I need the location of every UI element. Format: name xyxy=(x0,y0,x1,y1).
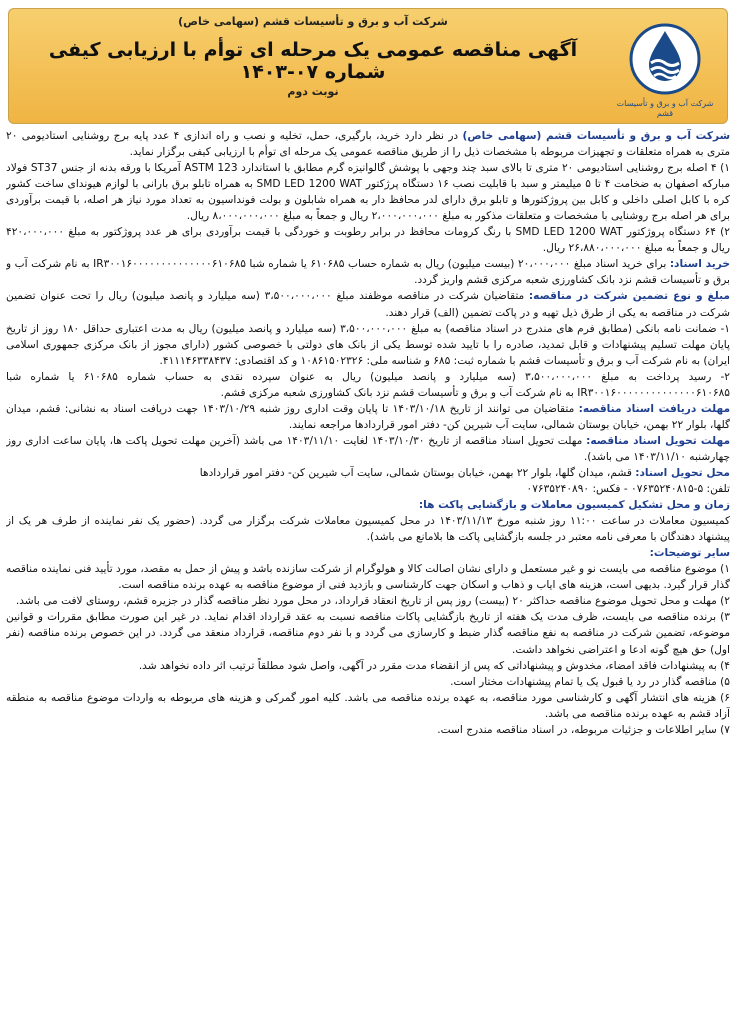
guarantee-label: مبلغ و نوع تضمین شرکت در مناقصه: xyxy=(528,290,730,303)
receive-section xyxy=(6,401,730,433)
note-5: ۵) مناقصه گذار در رد یا قبول یک یا تمام پیشنهادات مختار است. xyxy=(450,675,730,688)
note-4: ۴) به پیشنهادات فاقد امضاء، مخدوش و پیشنهاداتی که پس از انقضاء مدت مقرر در آگهی، واصل شود مطلقاً ترتیب اثر داده نخواهد شد. xyxy=(138,659,730,672)
deliver-text: مهلت تحویل اسناد مناقصه از تاریخ ۱۴۰۳/۱۰/۳۰ لغایت ۱۴۰۳/۱۱/۱۰ می باشد (آخرین مهلت تحویل پاکت ها، پایان ساعت اداری روز چهارشنبه ۱۴۰۳/۱۱/۱۰ می باشد). xyxy=(6,434,730,463)
purchase-text: برای خرید اسناد مبلغ ۲۰،۰۰۰،۰۰۰ (بیست میلیون) ریال به شماره حساب ۶۱۰۶۸۵ یا شماره شبا IR۳۰۰۱۶۰۰۰۰۰۰۰۰۰۰۰۰۰۰۶۱۰۶۸۵ به نام شرکت آب و برق و تأسیسات قشم نزد بانک کشاورزی شعبه مرکزی قشم واریز گردد. xyxy=(6,258,730,287)
guarantee-text: متقاضیان شرکت در مناقصه موظفند مبلغ ۳،۵۰۰،۰۰۰،۰۰۰ (سه میلیارد و پانصد میلیون) ریال را تحت عنوان تضمین شرکت در مناقصه به یکی از طرق ذیل تهیه و در پاکت تضمین (الف) قرار دهند. xyxy=(6,290,730,319)
guarantee-option-1: ۱- ضمانت نامه بانکی (مطابق فرم های مندرج در اسناد مناقصه) به مبلغ ۳،۵۰۰،۰۰۰،۰۰۰ (سه میلیارد و پانصد میلیون) ریال به مدت اعتباری حداقل ۱۸۰ روز از تاریخ پایان مهلت تسلیم پیشنهادات و قابل تمدید، صادره را با تایید شده توسط یکی از بانک های دولتی با خصوصی کشور (دارای مجوز از بانک مرکزی جمهوری اسلامی ایران) به نام شرکت آب و برق و تأسیسات قشم با شماره ثبت: ۶۸۵ و شناسه ملی: ۱۰۸۶۱۵۰۲۳۲۶ و کد اقتصادی: ۴۱۱۱۴۶۳۳۸۴۳۷. xyxy=(6,322,730,367)
place-text: قشم، میدان گلها، بلوار ۲۲ بهمن، خیابان بوستان شمالی، سایت آب شیرین کن- دفتر امور قراردادها xyxy=(199,466,636,479)
intro-text: در نظر دارد خرید، بارگیری، حمل، تخلیه و نصب و راه اندازی ۴ عدد پایه برج روشنایی استادیومی ۲۰ متری به همراه متعلقات و تجهیزات مربوطه با مشخصات ذیل را از طریق مناقصه عمومی یک مرحله ای توأم با ارزیابی کیفی برگزار نماید. xyxy=(6,130,730,159)
item-2: ۲) ۶۴ دستگاه پروژکتور SMD LED 1200 WAT با رنگ کرومات محافظ در برابر رطوبت و خوردگی با قیمت برآوردی برای هر عدد پروژکتور به مبلغ ۴۲۰،۰۰۰،۰۰۰ ریال و جمعاً به مبلغ ۲۶،۸۸۰،۰۰۰،۰۰۰ ریال. xyxy=(6,226,730,255)
intro-company: شرکت آب و برق و تأسیسات قشم (سهامی خاص) xyxy=(462,130,730,142)
guarantee-option-2: ۲- رسید پرداخت به مبلغ ۳،۵۰۰،۰۰۰،۰۰۰ (سه میلیارد و پانصد میلیون) ریال به عنوان سپرده نقدی به حساب شماره ۶۱۰۶۸۵ یا شماره شبا IR۳۰۰۱۶۰۰۰۰۰۰۰۰۰۰۰۰۰۰۶۱۰۶۸۵ به نام شرکت آب و برق و تأسیسات قشم نزد بانک کشاورزی شعبه مرکزی قشم. xyxy=(6,370,730,399)
purchase-section xyxy=(6,256,730,288)
deliver-label: مهلت تحویل اسناد مناقصه: xyxy=(586,434,730,447)
water-drop-logo-icon xyxy=(613,17,717,99)
deliver-section xyxy=(6,433,730,465)
meeting-label: زمان و محل تشکیل کمیسیون معاملات و بازگشایی پاکت ها: xyxy=(418,499,730,512)
note-6: ۶) هزینه های انتشار آگهی و کارشناسی مورد مناقصه، به عهده برنده مناقصه می باشد. کلیه امور گمرکی و هزینه های مربوطه به واردات موضوع مناقصه به منطقه آزاد قشم به عهده برنده مناقصه می باشد. xyxy=(6,691,730,720)
purchase-label: خرید اسناد: xyxy=(669,258,730,271)
page-title: آگهی مناقصه عمومی یک مرحله ای توأم با ارزیابی کیفی شماره ۰۷-۱۴۰۳ xyxy=(48,39,578,83)
place-section xyxy=(6,465,730,481)
note-2: ۲) مهلت و محل تحویل موضوع مناقصه حداکثر ۲۰ (بیست) روز پس از تاریخ انعقاد قرارداد، در محل مورد نظر مناقصه گذار در جزیره قشم، روستای لافت می باشد. xyxy=(15,595,730,608)
notice-body xyxy=(6,128,730,1010)
item-1: ۱) ۴ اصله برج روشنایی استادیومی ۲۰ متری تا بالای سبد چند وجهی با پوشش گالوانیزه گرم مطابق با استاندارد ASTM 123 آمریکا با ورقه بدنه از جنس ST37 فولاد مبارکه اصفهان به ضخامت ۴ تا ۵ میلیمتر و سبد با قابلیت نصب ۱۶ دستگاه پرژکتور SMD LED 1200 WAT به همراه تابلو برق بارانی با لوازم هیوندای ساخت کشور کره با کابل اصلی داخلی و کابل بین پروژکتورها و تابلو برق دارای لدر محافظ دار به همراه شابلون و بولت فونداسیون به تعداد مورد نیاز هر اصله، با قیمت برآوردی برای هر اصله برج روشنایی با مشخصات و متعلقات مذکور به مبلغ ۲،۰۰۰،۰۰۰،۰۰۰ ریال و جمعاً به مبلغ ۸،۰۰۰،۰۰۰،۰۰۰ ریال. xyxy=(6,162,730,223)
header-company-name: شرکت آب و برق و تأسیسات قشم (سهامی خاص) xyxy=(178,15,448,28)
contact-phone: تلفن: ۵-۰۷۶۳۵۲۴۰۸۱۵ - فکس: ۰۷۶۳۵۲۴۰۸۹۰ xyxy=(526,483,730,496)
receive-text: متقاضیان می توانند از تاریخ ۱۴۰۳/۱۰/۱۸ تا پایان وقت اداری روز شنبه ۱۴۰۳/۱۰/۲۹ جهت دریافت اسناد به نشانی: قشم، میدان گلها، بلوار ۲۲ بهمن، خیابان بوستان شمالی، سایت آب شیرین کن- دفتر امور قراردادها مراجعه نمایند. xyxy=(6,402,730,431)
meeting-text: کمیسیون معاملات در ساعت ۱۱:۰۰ روز شنبه مورخ ۱۴۰۳/۱۱/۱۳ در محل کمیسیون معاملات شرکت برگزار می گردد. (حضور یک نفر نماینده از طرف هر یک از پیشنهاد دهندگان با معرفی نامه معتبر در جلسه بازگشایی پاکت ها بلامانع می باشد). xyxy=(6,515,730,544)
place-label: محل تحویل اسناد: xyxy=(635,466,730,479)
notes-label: سایر توضیحات: xyxy=(649,547,730,560)
note-3: ۳) برنده مناقصه می بایست، ظرف مدت یک هفته از تاریخ بازگشایی پاکات مناقصه نسبت به عقد قرارداد اقدام نماید. در غیر این صورت مطابق مقررات و قوانین موضوعه، تضمین شرکت در مناقصه به نفع مناقصه گذار ضبط و کارسازی می گردد و با نفر دوم مناقصه، قرارداد منعقد می گردد. در این خصوص برنده مناقصه (نفر اول) حق هیچ گونه ادعا و اعتراضی نخواهد داشت. xyxy=(6,611,730,656)
receive-label: مهلت دریافت اسناد مناقصه: xyxy=(578,402,730,415)
publication-round: نوبت دوم xyxy=(287,85,339,98)
guarantee-section xyxy=(6,288,730,320)
note-7: ۷) سایر اطلاعات و جزئیات مربوطه، در اسناد مناقصه مندرج است. xyxy=(437,723,730,736)
company-logo xyxy=(613,17,717,117)
note-1: ۱) موضوع مناقصه می بایست نو و غیر مستعمل و دارای نشان اصالت کالا و هولوگرام از شرکت سازنده باشد و پیش از حمل به مقصد، مورد تأیید فنی نماینده مناقصه گذار قرار گیرد. بدیهی است، هزینه های ایاب و ذهاب و اسکان جهت کارشناسی و بازدید فنی از موضوع مناقصه به عهده برنده مناقصه است. xyxy=(6,563,730,592)
intro-paragraph xyxy=(6,128,730,160)
notice-header xyxy=(8,8,728,124)
logo-caption: شرکت آب و برق و تأسیسات قشم xyxy=(616,99,714,118)
